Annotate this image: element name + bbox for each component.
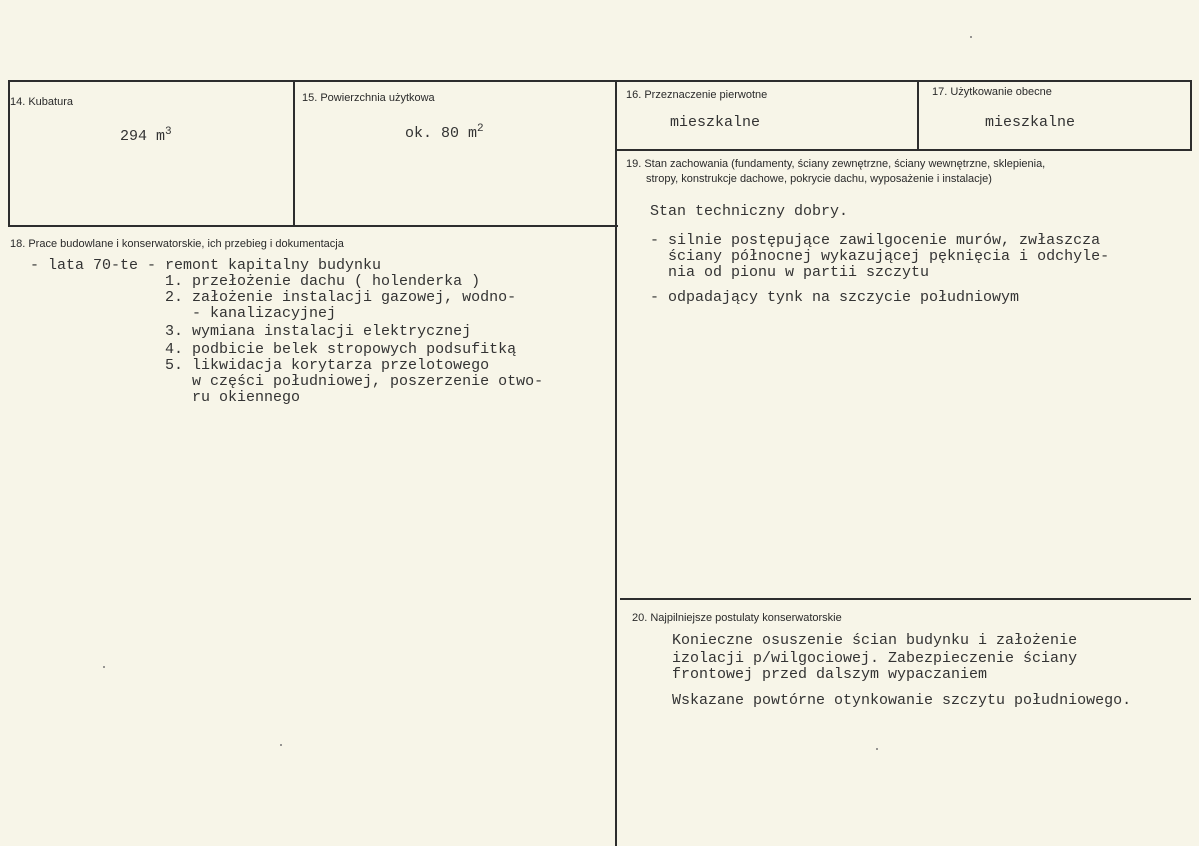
paper-speck — [280, 744, 282, 746]
stan-line-1: - silnie postępujące zawilgocenie murów, zwłaszcza — [650, 232, 1101, 249]
top-rule — [8, 80, 1191, 82]
center-divider — [615, 80, 617, 846]
powierzchnia-number: ok. 80 m — [405, 125, 478, 142]
prace-line-8: w części południowej, poszerzenie otwo- — [30, 373, 544, 390]
prace-line-5: 3. wymiana instalacji elektrycznej — [30, 323, 472, 340]
prace-line-7: 5. likwidacja korytarza przelotowego — [30, 357, 490, 374]
prace-line-6: 4. podbicie belek stropowych podsufitką — [30, 341, 517, 358]
postulaty-line-3: frontowej przed dalszym wypaczaniem — [672, 666, 988, 683]
stan-line-3: nia od pionu w partii szczytu — [650, 264, 930, 281]
prace-line-2: 1. przełożenie dachu ( holenderka ) — [30, 273, 481, 290]
postulaty-line-2: izolacji p/wilgociowej. Zabezpieczenie ściany — [672, 650, 1078, 667]
divider-16-17 — [917, 80, 919, 151]
uzytkowanie-label: 17. Użytkowanie obecne — [932, 86, 1052, 98]
kubatura-label: 14. Kubatura — [10, 96, 73, 108]
postulaty-closing: Wskazane powtórne otynkowanie szczytu południowego. — [672, 692, 1132, 709]
postulaty-label: 20. Najpilniejsze postulaty konserwatorskie — [632, 612, 842, 624]
przeznaczenie-value: mieszkalne — [670, 114, 761, 131]
prace-line-3: 2. założenie instalacji gazowej, wodno- — [30, 289, 517, 306]
postulaty-line-1: Konieczne osuszenie ścian budynku i założenie — [672, 632, 1078, 649]
right-edge-upper — [1190, 80, 1192, 151]
powierzchnia-value — [405, 122, 484, 141]
prace-line-4: - kanalizacyjnej — [30, 305, 337, 322]
powierzchnia-exponent: 2 — [477, 123, 484, 135]
stan-label-line-1: 19. Stan zachowania (fundamenty, ściany zewnętrzne, ściany wewnętrzne, sklepienia, — [626, 158, 1046, 170]
stan-line-2: ściany północnej wykazującej pęknięcia i odchyle- — [650, 248, 1110, 265]
przeznaczenie-label: 16. Przeznaczenie pierwotne — [626, 89, 768, 101]
prace-label: 18. Prace budowlane i konserwatorskie, ich przebieg i dokumentacja — [10, 238, 344, 250]
right-row-divider-1 — [616, 149, 1191, 151]
prace-line-9: ru okiennego — [30, 389, 301, 406]
paper-speck — [970, 36, 972, 38]
left-row-divider — [8, 225, 618, 227]
paper-speck — [876, 748, 878, 750]
paper-speck — [103, 666, 105, 668]
powierzchnia-label: 15. Powierzchnia użytkowa — [302, 92, 435, 104]
kubatura-exponent: 3 — [165, 126, 172, 138]
kubatura-value — [120, 125, 172, 144]
divider-14-15 — [293, 80, 295, 227]
right-row-divider-2 — [620, 598, 1191, 600]
uzytkowanie-value: mieszkalne — [985, 114, 1076, 131]
kubatura-number: 294 m — [120, 128, 166, 145]
stan-label-line-2: stropy, konstrukcje dachowe, pokrycie dachu, wyposażenie i instalacje) — [646, 173, 992, 185]
stan-line-4: - odpadający tynk na szczycie południowym — [650, 289, 1020, 306]
prace-line-1: - lata 70-te - remont kapitalny budynku — [30, 257, 382, 274]
stan-heading: Stan techniczny dobry. — [650, 203, 849, 220]
